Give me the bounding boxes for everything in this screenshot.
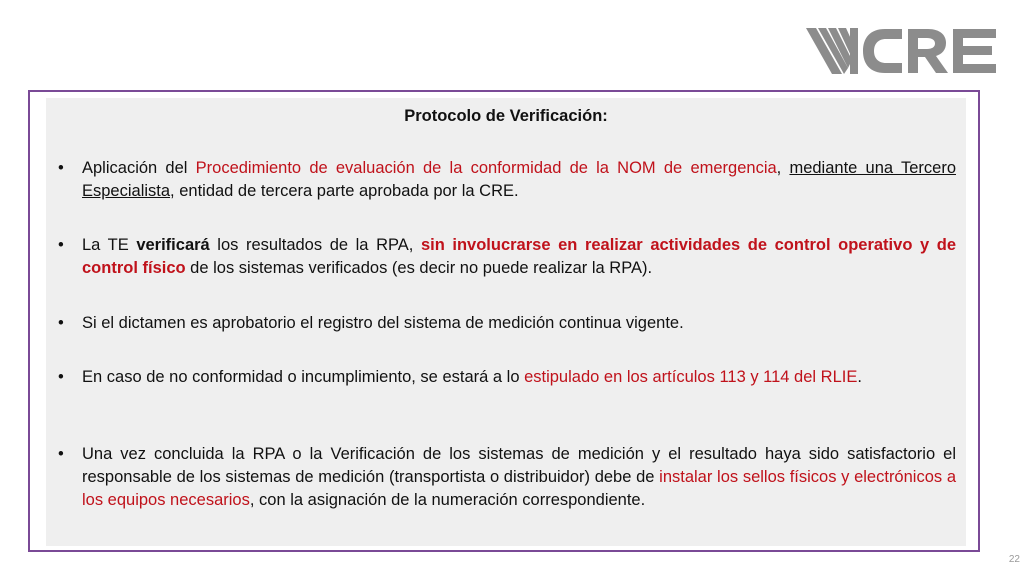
bullet-item	[58, 443, 956, 512]
bullet-dot-icon: •	[58, 445, 64, 463]
slide-title: Protocolo de Verificación:	[404, 107, 608, 125]
content-frame	[28, 90, 980, 552]
bullet-text: En caso de no conformidad o incumplimiento, se estará a lo estipulado en los artículos 113 y 114 del RLIE.	[82, 368, 862, 386]
bullet-dot-icon: •	[58, 368, 64, 386]
bullet-item	[58, 366, 956, 389]
bullet-text: La TE verificará los resultados de la RPA, sin involucrarse en realizar actividades de control operativo y de control físico de los sistemas verificados (es decir no puede realizar la RPA).	[82, 236, 956, 277]
bullet-item	[58, 234, 956, 280]
bullet-text: Una vez concluida la RPA o la Verificación de los sistemas de medición y el resultado haya sido satisfactorio el responsable de los sistemas de medición (transportista o distribuidor) debe de instalar los sellos físicos y electrónicos a los equipos necesarios, con la asignación de la numeración correspondiente.	[82, 445, 956, 509]
bullet-dot-icon: •	[58, 159, 64, 177]
cre-logo-mark-icon	[806, 26, 998, 78]
bullet-item	[58, 157, 956, 203]
bullet-text: Aplicación del Procedimiento de evaluación de la conformidad de la NOM de emergencia, mediante una Tercero Especialista, entidad de tercera parte aprobada por la CRE.	[82, 159, 956, 200]
cre-logo	[806, 26, 998, 78]
bullet-item	[58, 312, 956, 335]
content-panel	[46, 98, 966, 546]
page-number: 22	[1008, 554, 1020, 565]
bullet-dot-icon: •	[58, 236, 64, 254]
bullet-text: Si el dictamen es aprobatorio el registro del sistema de medición continua vigente.	[82, 314, 684, 332]
bullet-dot-icon: •	[58, 314, 64, 332]
